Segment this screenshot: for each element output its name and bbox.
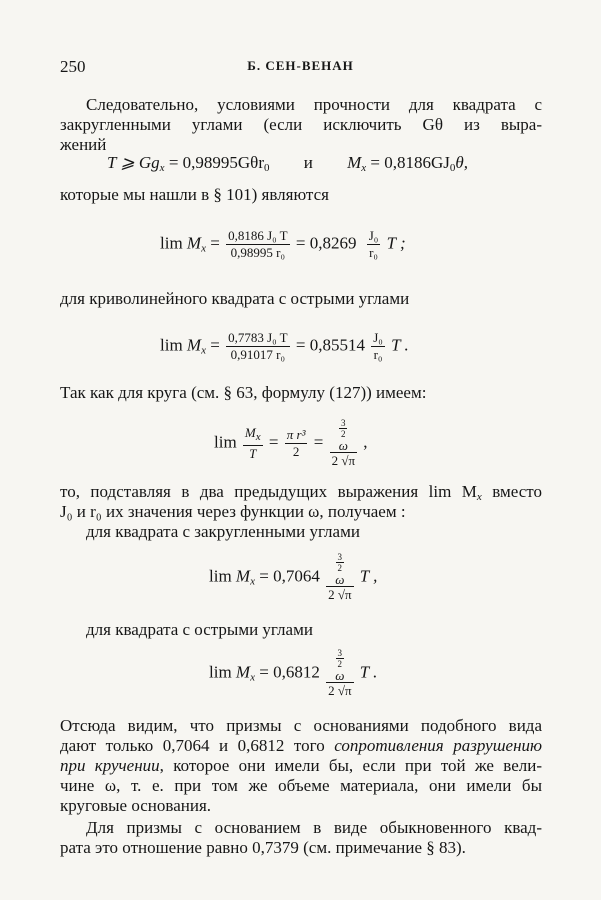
paragraph-line: дают только 0,7064 и 0,6812 того сопротивления разрушению: [60, 736, 542, 755]
paragraph-line: Отсюда видим, что призмы с основаниями подобного вида: [60, 716, 542, 735]
paragraph-line: круговые основания.: [60, 796, 212, 815]
paragraph-line: J₀ и r₀ их значения через функции ω, получаем :: [60, 502, 406, 521]
paragraph-line: Следовательно, условиями прочности для квадрата с: [86, 95, 542, 114]
paragraph-line: для квадрата с острыми углами: [86, 620, 313, 639]
formula-sharp-omega: $\lim M_x = 0,6812$ 3 2 ω 2 √π T .: [209, 648, 378, 698]
paragraph-line: при кручении, которое они имели бы, если при той же вели-: [60, 756, 542, 775]
running-head: Б. СЕН-ВЕНАН: [247, 58, 354, 73]
paragraph-line: Для призмы с основанием в виде обыкновенного квад-: [86, 818, 542, 837]
page-number: 250: [60, 57, 86, 76]
paragraph-line: закругленными углами (если исключить Gθ из выра-: [60, 115, 542, 134]
formula-rounded-square: $\lim M_x$ = $\frac{\text{0,8186 J₀ T}}{\text{0,98995 r₀}}$ = 0,8269 $\frac{\text{J₀}}{\text{r₀}}$ T ;: [160, 228, 406, 260]
formula-rounded-omega: $\lim M_x = 0,7064$ 3 2 ω 2 √π T ,: [209, 552, 378, 602]
paragraph-line: то, подставляя в два предыдущих выражения $\lim M_x$ вместо: [60, 482, 543, 503]
paragraph-line: которые мы нашли в § 101) являются: [60, 185, 329, 204]
paragraph-line: чине ω, т. е. при том же объеме материала, они имели бы: [60, 776, 542, 795]
paragraph-line: жений: [60, 135, 107, 154]
formula-circle: lim $\frac{M_x}{T}$ = $\frac{\text{π r³}}{2}$ = 3 2 ω 2 √π ,: [214, 418, 368, 468]
paragraph-line: рата это отношение равно 0,7379 (см. примечание § 83).: [60, 838, 466, 857]
paragraph-line: Так как для круга (см. § 63, формулу (127)) имеем:: [60, 383, 427, 402]
paragraph-line: для криволинейного квадрата с острыми углами: [60, 289, 410, 308]
paragraph-line: для квадрата с закругленными углами: [86, 522, 360, 541]
formula-sharp-square: $\lim M_x$ = $\frac{\text{0,7783 J₀ T}}{\text{0,91017 r₀}}$ = 0,85514 $\frac{\text{J₀}}{\text{r₀}}$ T .: [160, 330, 409, 362]
equation-conditions: T ⩾ $Gg_x = 0,98995G\theta r_0$ и $M_x = 0,8186GJ_0\theta$,: [107, 153, 468, 174]
